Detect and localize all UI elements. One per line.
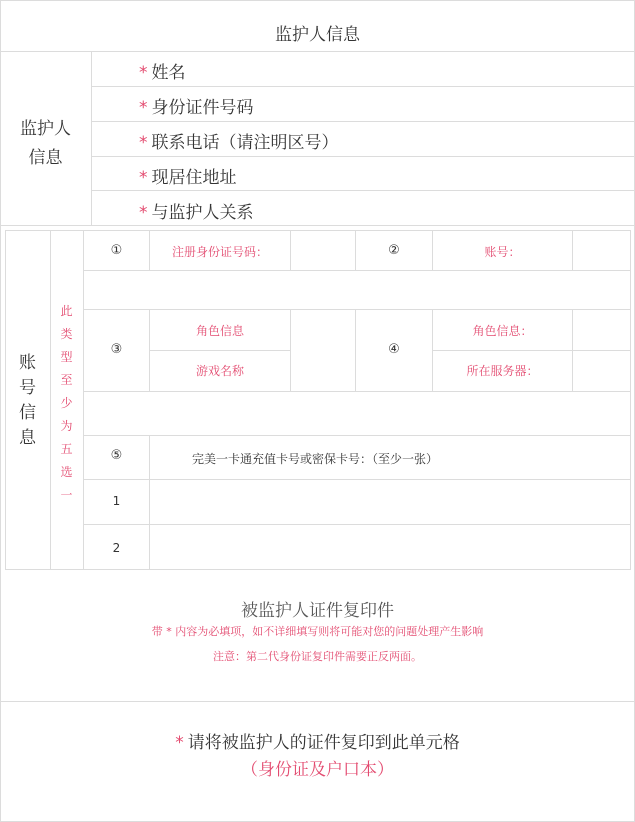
id-card-note: 注意：第二代身份证复印件需要正反两面。 <box>213 650 422 663</box>
guardian-label-line2: 信息 <box>28 148 63 168</box>
note-char: 少 <box>60 396 73 410</box>
note-char: 至 <box>60 373 73 387</box>
field-relationship[interactable] <box>139 198 254 223</box>
note-char: 型 <box>60 350 73 364</box>
role-info-label-2: 角色信息： <box>472 324 533 338</box>
note-char: 为 <box>60 419 73 433</box>
note-char: 类 <box>60 327 73 341</box>
note-char: 一 <box>60 488 73 502</box>
divider <box>92 190 634 191</box>
divider <box>84 309 630 310</box>
account-label-char: 账 <box>19 353 36 373</box>
divider <box>150 350 290 351</box>
account-number-label: 账号： <box>484 245 521 259</box>
option-2-number: ② <box>388 243 400 258</box>
option-5-number: ⑤ <box>110 448 123 463</box>
option-3-number: ③ <box>110 342 123 357</box>
divider <box>1 225 634 226</box>
required-mark: * <box>139 98 148 118</box>
registered-id-label: 注册身份证号码： <box>171 245 268 259</box>
game-name-label: 游戏名称 <box>195 364 244 378</box>
account-label-char: 息 <box>19 428 36 448</box>
registered-id-input[interactable] <box>291 231 355 270</box>
id-copy-title: 被监护人证件复印件 <box>241 601 394 621</box>
note-char: 选 <box>60 465 73 479</box>
divider <box>91 52 92 225</box>
field-phone[interactable] <box>139 128 339 153</box>
divider <box>1 51 634 52</box>
paste-instruction <box>0 728 635 753</box>
required-mark: * <box>139 203 148 223</box>
paste-instruction-text: 请将被监护人的证件复印到此单元格 <box>187 733 460 753</box>
account-type-note <box>50 305 83 512</box>
role-info-label: 角色信息 <box>195 324 244 338</box>
required-mark: * <box>139 133 148 153</box>
role-info-input-2[interactable] <box>573 310 629 350</box>
field-phone-label: 联系电话（请注明区号） <box>151 133 339 153</box>
account-section-label <box>5 355 50 455</box>
guardian-label-line1: 监护人 <box>20 119 71 139</box>
field-id-number-label: 身份证件号码 <box>151 98 254 118</box>
game-name-input[interactable] <box>291 351 355 391</box>
option-1-number: ① <box>110 243 123 258</box>
server-label: 所在服务器： <box>466 364 539 378</box>
divider <box>84 391 630 392</box>
option-4-number: ④ <box>388 342 400 357</box>
page-title: 监护人信息 <box>275 25 360 45</box>
account-number-input[interactable] <box>573 231 629 270</box>
note-char: 此 <box>60 304 73 318</box>
card-row-2-input[interactable] <box>150 525 629 568</box>
card-number-label: 完美一卡通充值卡号或密保卡号：（至少一张） <box>192 452 439 466</box>
required-mark: * <box>139 168 148 188</box>
account-label-char: 号 <box>19 378 36 398</box>
card-row-2-number: 2 <box>112 541 121 555</box>
server-input[interactable] <box>573 351 629 391</box>
required-mark: * <box>175 733 184 753</box>
field-name[interactable] <box>139 58 186 83</box>
field-id-number[interactable] <box>139 93 254 118</box>
divider <box>84 435 630 436</box>
field-relationship-label: 与监护人关系 <box>151 203 254 223</box>
paste-document-types: （身份证及户口本） <box>241 760 394 780</box>
account-label-char: 信 <box>19 403 36 423</box>
divider <box>92 86 634 87</box>
card-row-1-input[interactable] <box>150 480 629 524</box>
field-name-label: 姓名 <box>151 63 186 83</box>
role-info-input[interactable] <box>291 310 355 350</box>
field-address-label: 现居住地址 <box>151 168 237 188</box>
card-row-1-number: 1 <box>112 494 121 508</box>
field-address[interactable] <box>139 163 237 188</box>
divider <box>84 270 630 271</box>
guardian-section-label <box>0 115 91 173</box>
divider <box>83 230 84 569</box>
note-char: 五 <box>60 442 73 456</box>
divider <box>92 121 634 122</box>
required-note: 带 * 内容为必填项，如不详细填写则将可能对您的问题处理产生影响 <box>151 625 484 638</box>
required-mark: * <box>139 63 148 83</box>
divider <box>92 156 634 157</box>
